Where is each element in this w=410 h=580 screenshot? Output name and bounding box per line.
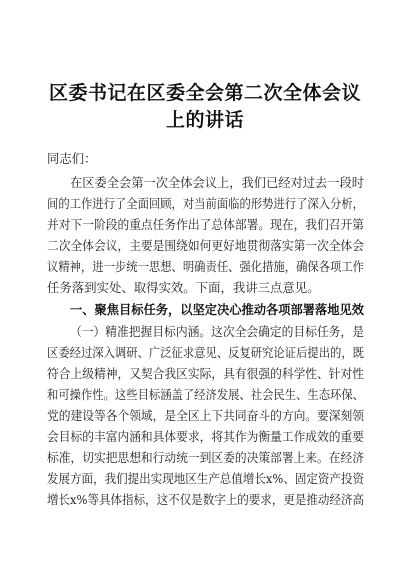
section-heading: 一、聚焦目标任务，以坚定决心推动各项部署落地见效	[70, 302, 365, 317]
paragraph-line: 间的工作进行了全面回顾，对当前面临的形势进行了深入分析，	[47, 196, 364, 211]
paragraph-line: 标准，切实把思想和行动统一到区委的决策部署上来。在经济	[47, 450, 365, 465]
paragraph-line: 二次全体会议，主要是围绕如何更好地贯彻落实第一次全体会	[47, 238, 365, 253]
paragraph-line: 议精神，进一步统一思想、明确责任、强化措施，确保各项工作	[47, 259, 364, 274]
salutation: 同志们：	[47, 151, 97, 166]
document-title-line-1: 区委书记在区委全会第二次全体会议	[48, 82, 361, 104]
paragraph-line: （一）精准把握目标内涵。这次全会确定的目标任务，是	[70, 324, 364, 339]
paragraph-line: 任务落到实处、取得实效。下面，我讲三点意见。	[47, 280, 320, 295]
paragraph-line: 增长x%等具体指标，这不仅是数字上的要求，更是推动经济高	[47, 492, 364, 507]
paragraph-line: 区委经过深入调研、广泛征求意见、反复研究论证后提出的，既	[47, 345, 364, 360]
document-title-line-2: 上的讲话	[165, 109, 244, 131]
paragraph-line: 并对下一阶段的重点任务作出了总体部署。现在，我们召开第	[47, 217, 365, 232]
paragraph-line: 发展方面，我们提出实现地区生产总值增长x%、固定资产投资	[47, 471, 364, 486]
paragraph-line: 在区委全会第一次全体会议上，我们已经对过去一段时	[70, 175, 365, 190]
paragraph-line: 符合上级精神，又契合我区实际，具有很强的科学性、针对性	[47, 366, 365, 381]
paragraph-line: 党的建设等各个领域，是全区上下共同奋斗的方向。要深刻领	[47, 408, 365, 423]
paragraph-line: 会目标的丰富内涵和具体要求，将其作为衡量工作成效的重要	[47, 429, 365, 444]
paragraph-line: 和可操作性。这些目标涵盖了经济发展、社会民生、生态环保、	[47, 387, 364, 402]
